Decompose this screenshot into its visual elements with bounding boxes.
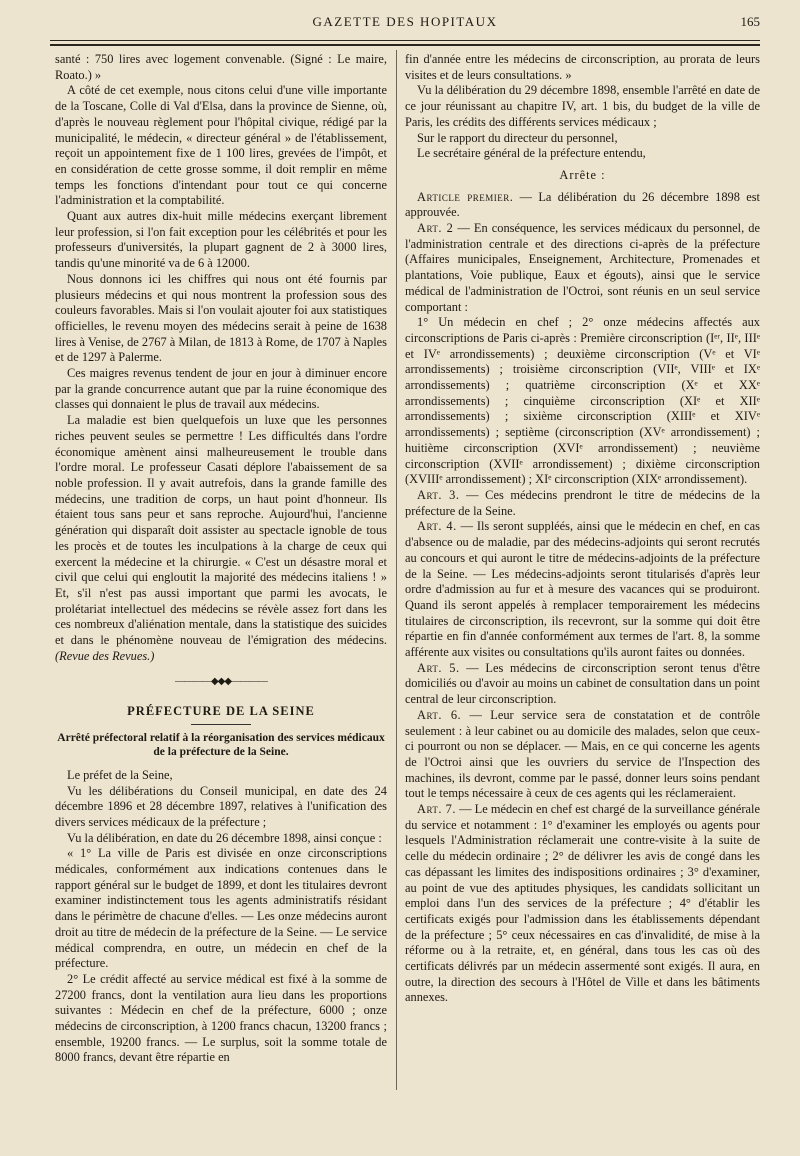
paragraph: « 1° La ville de Paris est divisée en onze circonscriptions médicales, conformément aux indications contenues dans le rapport général sur le budget de 1899, et dont les titulaires devront examiner indistinctement tous les agents administratifs résidant dans le périmètre de chacune d'elles. — Les onze médecins auront droit au titre de médecin de la préfecture de la Seine. — Le service médical comprendra, en outre, un médecin en chef de la préfecture. [55, 846, 387, 971]
article-5 [405, 661, 760, 708]
article-6 [405, 708, 760, 802]
article-text: — Le médecin en chef est chargé de la surveillance générale du service et notamment : 1° d'examiner les employés ou agents pour lesquels l'Administration réclamerait une contre-visite à la suite de celle du médecin ordinaire ; 2° de délivrer les avis de congé dans les cas dépassant les limites des indispositions ordinaires ; 3° d'examiner, au point de vue des aptitudes physiques, les candidats sollicitant un emploi dans l'un des services de la préfecture ; 4° d'établir les certificats exigés pour l'admission dans les établissements dépendant de la préfecture ; 5° ceux nécessaires en cas d'invalidité, de mise à la réforme ou à la retraite, et, en général, dans tous les cas où des certificats délivrés par un médecin assermenté sont exigés. Il aura, en outre, la direction des secours à l'Hôtel de Ville et dans les bâtiments annexes. [405, 802, 760, 1005]
paragraph: fin d'année entre les médecins de circonscription, au prorata de leurs visites et de leurs consultations. » [405, 52, 760, 82]
article-label: Art. 6. [417, 707, 462, 722]
paragraph: Sur le rapport du directeur du personnel, [417, 130, 618, 145]
article-4 [405, 519, 760, 660]
article-label: Art. 4. [417, 519, 457, 534]
article-subtitle: Arrêté préfectoral relatif à la réorganisation des services médicaux de la préfecture de la Seine. [57, 731, 385, 759]
article-text: — Les médecins de circonscription seront tenus d'être domiciliés ou d'avoir au moins un cabinet de consultation dans un point central de leur circonscription. [405, 660, 760, 707]
article-1 [405, 190, 760, 221]
paragraph: Le préfet de la Seine, [67, 767, 173, 782]
right-column [405, 52, 760, 1006]
article-text: — Leur service sera de constatation et de contrôle seulement : à leur cabinet ou au domicile des malades, selon que ceux-ci pourront ou non se déplacer. — Mais, en ce qui concerne les agents de l'Octroi ainsi que les ouvriers du service de l'Inspection des machines, ils devront, comme par le passé, donner leurs soins pendant tout le temps nécessaire à ceux de ces agents qui les réclameraient. [405, 707, 760, 801]
header-rule-thin [50, 40, 760, 41]
paragraph: Quant aux autres dix-huit mille médecins exerçant librement leur profession, si l'on fait exception pour les célébrités et pour les professeurs d'universités, la plupart gagnent de 2 à 3000 lires, tandis qu'une minorité va de 6 à 12000. [55, 209, 387, 271]
article-3 [405, 488, 760, 519]
article-text: — Ils seront suppléés, ainsi que le médecin en chef, en cas d'absence ou de maladie, par des médecins-adjoints qui seront recrutés au concours et qui auront le titre de médecins-adjoints de la préfecture de la Seine. — Les médecins-adjoints seront titularisés d'après leur ordre d'admission au fur et à mesure des vacances qui se produiront. Quand ils seront appelés à remplacer temporairement les médecins titulaires de circonscription, ils recevront, sur la somme qui doit être répartie en fin d'année conformément aux termes de l'art. 8, la somme afférente aux visites ou consultations qu'ils auront faites ou données. [405, 519, 760, 660]
article-text: — En conséquence, les services médicaux du personnel, de l'administration centrale et des directions ci-après de la préfecture (Affaires municipales, Enseignement, Architecture, Promenades et plantations, Voie publique, Eaux et égouts), ainsi que le service médical de l'administration de l'Octroi, sont réunis en un seul service comportant : [405, 221, 760, 314]
article-label: Article premier. [417, 189, 514, 204]
paragraph-text: La maladie est bien quelquefois un luxe que les personnes riches peuvent seules se permettre ! Les difficultés dans l'ordre économique amènent ainsi malheureusement le trouble dans l'ordre moral. Le professeur Casati déplore l'abaissement de sa noble profession. Il y avait autrefois, dans la grande famille des médecins, une tradition de corps, un haut point d'honneur. Ils étaient tous sans peur et sans reproche. Aujourd'hui, l'ancienne génération qui disparaît doit assister au spectacle ignoble de tous les procès et de toutes les inculpations à la charge de ceux qui exercent la médecine et la chirurgie. « C'est un désastre moral et civil que celui qui engloutit la majorité des médecins italiens ! » Et, s'il n'est pas aussi important que parmi les avocats, le prolétariat intellectuel des médecins se révèle assez fort dans les ces nombreux d'aliénation mentale, dans la statistique des suicides et dans le phénomène nouveau de l'émigration des médecins. [55, 413, 387, 648]
page-header [50, 10, 760, 36]
page-number: 165 [740, 14, 760, 29]
article-label: Art. 3. [417, 487, 460, 502]
paragraph: Vu la délibération, en date du 26 décembre 1898, ainsi conçue : [67, 830, 382, 845]
header-rule-thick [50, 44, 760, 46]
article-7 [405, 802, 760, 1006]
column-divider [396, 50, 397, 1090]
source-citation: (Revue des Revues.) [55, 648, 155, 663]
paragraph: Nous donnons ici les chiffres qui nous ont été fournis par plusieurs médecins et qui nous montrent la profession sous des couleurs favorables. Mais si l'on voulait ajouter foi aux statistiques officielles, le revenu moyen des médecins serait à peine de 1638 lires à Venise, de 2767 à Milan, de 1813 à Rome, de 1707 à Naples et de 1297 à Palerme. [55, 271, 387, 365]
paragraph: Le secrétaire général de la préfecture entendu, [417, 146, 646, 161]
paragraph [55, 413, 387, 664]
article-label: Art. 7. [417, 802, 456, 817]
paragraph: 1° Un médecin en chef ; 2° onze médecins affectés aux circonscriptions de Paris ci-après : Première circonscription (Iᵉʳ, IIᵉ, IIIᵉ et IVᵉ arrondissements) ; deuxième circonscription (Vᵉ et VIᵉ arrondissements) ; troisième circonscription (VIIᵉ, VIIIᵉ et IXᵉ arrondissements) ; quatrième circonscription (Xᵉ et XXᵉ arrondissements) ; cinquième circonscription (XIᵉ et XIIᵉ arrondissements) ; sixième circonscription (XIIIᵉ et XIVᵉ arrondissements) ; septième (circonscription (XVᵉ arrondissement) ; huitième circonscription (XVIᵉ arrondissement) ; neuvième circonscription (XVIIᵉ arrondissement) ; dixième circonscription (XVIIIᵉ arrondissement) ; XIᵉ circonscription (XIXᵉ arrondissement). [405, 315, 760, 487]
article-text: — La délibération du 26 décembre 1898 est approuvée. [405, 189, 760, 220]
section-ornament: ————◆◆◆———— [174, 676, 268, 688]
article-2 [405, 221, 760, 315]
arrete-heading: Arrête : [559, 167, 606, 182]
paragraph: 2° Le crédit affecté au service médical est fixé à la somme de 27200 francs, dont la ventilation aura lieu dans les proportions suivantes : Médecin en chef de la préfecture, 6000 ; onze médecins de circonscription, à 1200 francs chacun, 13200 francs ; ensemble, 19200 francs. — Le surplus, soit la somme totale de 8000 francs, devant être répartie en [55, 971, 387, 1065]
section-title: PRÉFECTURE DE LA SEINE [127, 704, 315, 719]
paragraph: Vu les délibérations du Conseil municipal, en date des 24 décembre 1896 et 28 décembre 1897, relatives à l'unification des divers services médicaux de la préfecture ; [55, 783, 387, 829]
paragraph: A côté de cet exemple, nous citons celui d'une ville importante de la Toscane, Colle di Val d'Elsa, dans la province de Sienne, où, d'après le nouveau règlement pour l'hôpital civique, rédigé par la municipalité, le médecin, « directeur général » de l'établissement, reçoit un appointement fixe de 1 100 lires, grevées de l'impôt, et en considération de cette grosse somme, il doit remplir en même temps les fonctions d'intendant pour tout ce qui concerne l'administration et la comptabilité. [55, 83, 387, 208]
paragraph: Vu la délibération du 29 décembre 1898, ensemble l'arrêté en date de ce jour réunissant au chapitre IV, art. 1 bis, du budget de la ville de Paris, les crédits des différents services médicaux ; [405, 83, 760, 129]
section-title-rule [191, 724, 251, 725]
paragraph: santé : 750 lires avec logement convenable. (Signé : Le maire, Roato.) » [55, 52, 387, 82]
left-column [55, 52, 387, 1066]
article-label: Art. 5. [417, 660, 460, 675]
paragraph: Ces maigres revenus tendent de jour en jour à diminuer encore par la grande concurrence autant que par la ruine économique des classes qui donnaient le plus de travail aux médecins. [55, 366, 387, 412]
article-label: Art. 2 [417, 221, 454, 236]
journal-title: GAZETTE DES HOPITAUX [312, 14, 498, 29]
article-text: — Ces médecins prendront le titre de médecins de la préfecture de la Seine. [405, 487, 760, 518]
